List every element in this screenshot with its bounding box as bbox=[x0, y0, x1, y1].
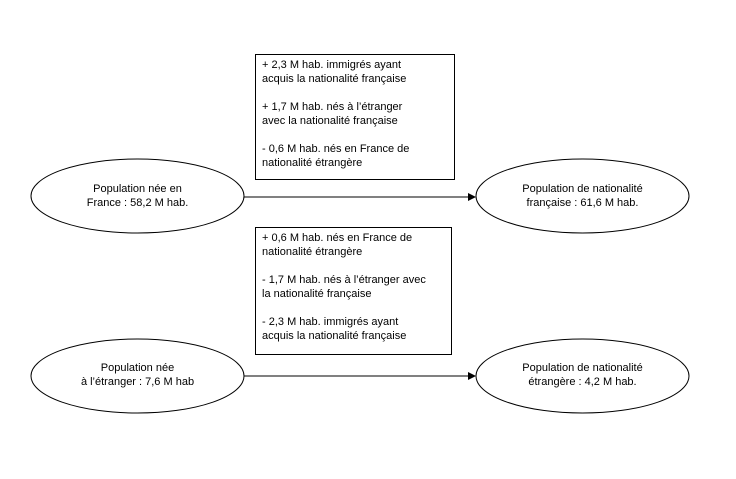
node-nat-french-line1: Population de nationalité bbox=[522, 183, 643, 195]
node-born-abroad bbox=[44, 361, 231, 389]
flow-box-bottom-item-1-line1: + 0,6 M hab. nés en France de bbox=[262, 232, 413, 244]
flow-box-top-item-3 bbox=[262, 142, 454, 170]
node-nat-foreign-line2: étrangère : 4,2 M hab. bbox=[528, 376, 637, 388]
flow-box-bottom-item-2-line2: la nationalité française bbox=[262, 288, 372, 300]
flow-box-top-item-1-line2: acquis la nationalité française bbox=[262, 73, 407, 85]
node-nat-foreign bbox=[489, 361, 676, 389]
node-nat-french bbox=[489, 182, 676, 210]
flow-box-top bbox=[255, 54, 455, 180]
node-born-abroad-line1: Population née bbox=[100, 362, 175, 374]
flow-box-top-item-2-line1: + 1,7 M hab. nés à l’étranger bbox=[262, 101, 403, 113]
flow-box-bottom-item-3 bbox=[262, 315, 451, 343]
node-born-france-line1: Population née en bbox=[93, 183, 182, 195]
flow-box-bottom-item-3-line1: - 2,3 M hab. immigrés ayant bbox=[262, 316, 399, 328]
flow-box-top-item-3-line1: - 0,6 M hab. nés en France de bbox=[262, 143, 410, 155]
flow-box-top-item-3-line2: nationalité étrangère bbox=[262, 157, 363, 169]
node-born-france bbox=[44, 182, 231, 210]
node-nat-foreign-line1: Population de nationalité bbox=[522, 362, 643, 374]
flow-box-top-item-1 bbox=[262, 58, 454, 86]
flow-box-bottom-item-2-line1: - 1,7 M hab. nés à l’étranger avec bbox=[262, 274, 426, 286]
flow-box-bottom-item-1-line2: nationalité étrangère bbox=[262, 246, 363, 258]
flow-box-bottom-item-2 bbox=[262, 273, 451, 301]
flow-box-bottom-item-3-line2: acquis la nationalité française bbox=[262, 330, 407, 342]
flow-box-top-item-2 bbox=[262, 100, 454, 128]
node-born-abroad-line2: à l’étranger : 7,6 M hab bbox=[80, 376, 195, 388]
node-nat-french-line2: française : 61,6 M hab. bbox=[526, 197, 639, 209]
flow-box-bottom-item-1 bbox=[262, 231, 451, 259]
flow-box-top-item-2-line2: avec la nationalité française bbox=[262, 115, 398, 127]
node-born-france-line2: France : 58,2 M hab. bbox=[86, 197, 189, 209]
flow-box-bottom bbox=[255, 227, 452, 355]
flow-box-top-item-1-line1: + 2,3 M hab. immigrés ayant bbox=[262, 59, 402, 71]
